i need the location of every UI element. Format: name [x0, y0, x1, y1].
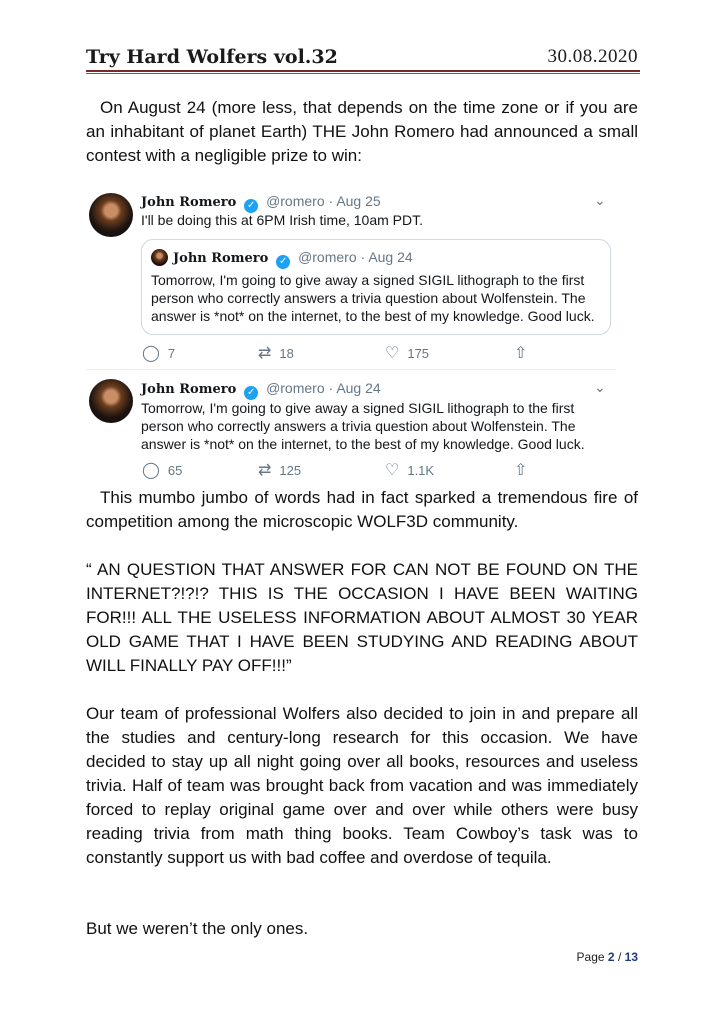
heart-icon: ♡ [385, 345, 400, 362]
retweet-count: 125 [279, 462, 302, 478]
heart-icon: ♡ [385, 462, 400, 479]
closing-paragraph: But we weren’t the only ones. [86, 919, 309, 938]
chevron-down-icon[interactable]: ⌄ [594, 379, 606, 395]
tweet-date: Aug 24 [368, 249, 413, 265]
magazine-title: Try Hard Wolfers vol.32 [86, 46, 338, 68]
body-paragraph: This mumbo jumbo of words had in fact sparked a tremendous fire of competition among the microscopic WOLF3D community. [86, 488, 638, 531]
avatar [151, 249, 168, 266]
issue-date: 30.08.2020 [547, 46, 638, 67]
total-pages: 13 [624, 950, 638, 964]
share-action[interactable] [514, 460, 527, 480]
tweet-header [141, 192, 381, 213]
tweet-line: answer is *not* on the internet, to the best of my knowledge. Good luck. [141, 436, 585, 452]
page-separator: / [617, 950, 622, 964]
retweet-action[interactable] [258, 460, 301, 480]
page-number [560, 950, 638, 964]
quote-line: answer is *not* on the internet, to the best of my knowledge. Good luck. [151, 308, 595, 324]
tweet-actions [142, 343, 612, 363]
retweet-action[interactable] [258, 343, 294, 363]
verified-badge-icon: ✓ [276, 255, 290, 269]
quote-line: Tomorrow, I'm going to give away a signed SIGIL lithograph to the first [151, 272, 585, 288]
author-name: John Romero [141, 382, 237, 397]
page-label: Page [576, 950, 605, 964]
author-handle: @romero [298, 249, 357, 265]
intro-paragraph: On August 24 (more less, that depends on the time zone or if you are an inhabitant of planet Earth) THE John Romero had announced a small contest with a negligible prize to win: [86, 98, 638, 165]
tweet-actions [142, 460, 612, 480]
chevron-down-icon[interactable]: ⌄ [594, 192, 606, 208]
avatar [89, 379, 133, 423]
avatar [89, 193, 133, 237]
reply-action[interactable] [142, 460, 182, 480]
tweet-header [173, 248, 413, 269]
quote-paragraph: “ AN QUESTION THAT ANSWER FOR CAN NOT BE FOUND ON THE INTERNET?!?!? THIS IS THE OCCASION I HAVE BEEN WAITING FOR!!! ALL THE USELESS INFORMATION ABOUT ALMOST 30 YEAR OLD GAME THAT I HAVE BEEN STUDYING AND READING ABOUT WILL FINALLY PAY OFF!!!” [86, 560, 638, 675]
author-name: John Romero [141, 195, 237, 210]
author-handle: @romero [266, 193, 325, 209]
quote-line: person who correctly answers a trivia question about Wolfenstein. The [151, 290, 586, 306]
tweet-text: I'll be doing this at 6PM Irish time, 10am PDT. [141, 212, 424, 228]
reply-icon: ◯ [142, 462, 160, 479]
share-icon: ⇧ [514, 345, 528, 362]
reply-icon: ◯ [142, 345, 160, 362]
page-header [86, 40, 638, 68]
body-paragraph: Our team of professional Wolfers also decided to join in and prepare all the studies and century-long research for this occasion. We have decided to stay up all night going over all books, resources and useless trivia. Half of team was brought back from vacation and was immediately forced to replay original game over and over while others were busy reading trivia from math thing books. Team Cowboy’s task was to constantly support us with bad coffee and overdose of tequila. [86, 704, 638, 867]
like-count: 175 [407, 345, 430, 361]
header-rule-thin [86, 73, 640, 74]
tweet-divider [86, 369, 616, 370]
meta-separator: · [360, 249, 366, 265]
tweet-screenshot [86, 186, 626, 480]
retweet-count: 18 [279, 345, 294, 361]
retweet-icon: ⇄ [258, 345, 272, 362]
tweet-date: Aug 25 [336, 193, 381, 209]
reply-count: 7 [167, 345, 176, 361]
meta-separator: · [328, 380, 334, 396]
like-action[interactable] [385, 460, 434, 480]
quoted-tweet[interactable] [141, 239, 611, 335]
author-handle: @romero [266, 380, 325, 396]
retweet-icon: ⇄ [258, 462, 272, 479]
current-page: 2 [607, 950, 615, 964]
header-rule [86, 70, 640, 72]
like-action[interactable] [385, 343, 429, 363]
tweet-line: person who correctly answers a trivia question about Wolfenstein. The [141, 418, 576, 434]
verified-badge-icon: ✓ [244, 386, 258, 400]
meta-separator: · [328, 193, 334, 209]
share-icon: ⇧ [514, 462, 528, 479]
reply-action[interactable] [142, 343, 175, 363]
reply-count: 65 [167, 462, 183, 478]
verified-badge-icon: ✓ [244, 199, 258, 213]
author-name: John Romero [173, 251, 269, 266]
like-count: 1.1K [407, 462, 435, 478]
share-action[interactable] [514, 343, 527, 363]
tweet-date: Aug 24 [336, 380, 381, 396]
tweet-header [141, 379, 381, 400]
tweet-line: Tomorrow, I'm going to give away a signed SIGIL lithograph to the first [141, 400, 575, 416]
